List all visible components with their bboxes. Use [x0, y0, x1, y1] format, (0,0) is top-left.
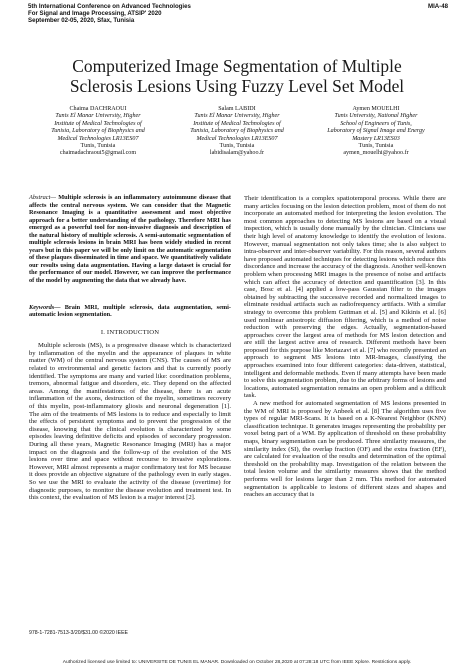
author-name: Salam LABIDI — [218, 106, 256, 112]
author-affiliation: Tunis El Manar University, Higher — [194, 113, 280, 120]
copyright-footer: 978-1-7281-7513-3/20/$31.00 ©2020 IEEE — [29, 630, 129, 636]
author-1 — [28, 106, 168, 158]
conference-line-2: For Signal and Image Processing, ATSIP' 2020 — [28, 10, 162, 18]
author-affiliation: Institute of Medical Technologies of — [54, 120, 142, 127]
abstract-text: Multiple sclerosis is an inflammatory autoimmune disease that affects the central nervous system. We can consider that the Magnetic Resonance Imaging is a quantitative assessment and most objective approach for a better understanding of the pathology. Therefore MRI has emerged as a powerful tool for non-invasive diagnosis and description of the natural history of multiple sclerosis. A semi-automatic segmentation of multiple sclerosis lesions in brain MRI has been widely studied in recent years but in this paper we will be only limit on the automatic segmentation of these plaques disseminated in time and space. We quantitatively validate our results using data augmentation. Having a large dataset is crucial for the performance of our model. However, we can improve the performance of the model by augmenting the data that we already have. — [29, 194, 231, 285]
author-city: Tunis, Tunisia — [80, 143, 116, 150]
body-paragraph: Their identification is a complex spatiotemporal process. While there are many articles focusing on the lesion detection problem, most of them do not incorporate an automated method for interpreting the lesion evolution. The most common approaches to detecting MS lesions are based on a visual inspection, which is usually done manually by the clinician. Clinicians use their high level of anatomy knowledge to identify the evolution of lesions. However, manual segmentation not only takes time; she is also subject to intra-observer and inter-observer variability. For this reason, several authors have proposed automated techniques for detecting lesions which reduce this discordance and increase the accuracy of the diagnosis. Another well-known problem when processing MRI images is the presence of noise and artifacts which can affect the accuracy of detection and quantification [3]. In this case, Bosc et al. [4] applied a low-pass Gaussian filter to the images obtained by subtracting the successive recorded and normalized images to eliminate residual artifacts such as radiofrequency artifacts. With a similar strategy to overcome this problem Guttman et al. [5] and Kikinis et al. [6] used nonlinear anisotropic diffusion filtering, which is a method of noise reduction with preserving the edges. Actually, segmentation-based approaches cover the largest area of methods for MS lesion detection and are still the largest active area of research. Different methods have been proposed for this purpose like Mortazavi et al. [7] who recently presented an approach to segment MS lesions into MR-Images, classifying the approaches examined into four different categories: data-driven, statistical, intelligent and deformable methods. Even if many attempts have been made to solve this segmentation problem, due to the arbitrary forms of lesions and locations, automated segmentation remains an open problem and a difficult task. — [244, 195, 446, 400]
conference-header — [28, 3, 328, 25]
author-email[interactable]: chaimadachraoui5@gmail.com — [59, 150, 137, 157]
title-line-1: Computerized Image Segmentation of Multiple — [72, 56, 402, 76]
section-heading-introduction: I. INTRODUCTION — [100, 328, 160, 336]
license-notice: Authorized licensed use limited to: UNIVERSITE DE TUNIS EL MANAR. Downloaded on October 28,2020 at 07:28:18 UTC from IEEE Xplore. Restrictions apply. — [62, 660, 412, 665]
author-affiliation: Mastery LR13ES03 — [352, 135, 400, 142]
author-city: Tunis, Tunisia — [358, 143, 394, 150]
author-email[interactable]: labidisalam@yahoo.fr — [209, 150, 265, 157]
author-affiliation: Medical Technologies LR13ES07 — [57, 135, 139, 142]
author-city: Tunis, Tunisia — [219, 143, 255, 150]
author-affiliation: Tunis El Manar University, Higher — [55, 113, 141, 120]
keywords — [29, 304, 231, 319]
body-paragraph: A new method for automated segmentation of MS lesions presented in the WM of MRI is proposed by Anbeek et al. [8] The algorithm uses five types of regular MRI-Scans. It is based on a K-Nearest Neighbor (KNN) classification technique. It generates images representing the probability per voxel being part of a WM. By application of threshold on these probability maps, binary segmentation can be produced. Three similarity measures, the similarity index (SI), the overlap fraction (OF) and the extra fraction (EF), are calculated for evaluation of the results and determination of the optimal threshold on the probability map. Investigation of the relation between the total lesion volume and the similarity measures shows that the method performs well for lesions larger than 2 mm. This method for automated segmentation is applicable to lesions of different sizes and shapes and reaches an accuracy that is — [244, 400, 446, 499]
paper-id: MIA-48 — [428, 3, 448, 10]
author-affiliation: School of Engineers of Tunis, — [340, 120, 412, 127]
author-affiliation: Medical Technologies LR13ES07 — [196, 135, 278, 142]
right-column — [244, 195, 446, 499]
author-affiliation: Tunis University, National Higher — [334, 113, 418, 120]
left-column — [29, 194, 231, 502]
author-3 — [306, 106, 446, 158]
conference-line-3: September 02-05, 2020, Sfax, Tunisia — [28, 17, 135, 25]
conference-line-1: 5th International Conference on Advanced Technologies — [28, 3, 191, 10]
author-affiliation: Tunisia, Laboratory of Biophysics and — [51, 128, 145, 135]
author-affiliation: Laboratory of Signal Image and Energy — [327, 128, 425, 135]
abstract-label: Abstract— — [29, 194, 56, 201]
keywords-label: Keywords— — [29, 303, 61, 311]
author-email[interactable]: aymen_mouelhi@yahoo.fr — [343, 150, 409, 157]
intro-paragraph: Multiple sclerosis (MS), is a progressive disease which is characterized by inflammation of the myelin and the appearance of plaques in white matter (WM) of the central nervous system (CNS). The causes of MS are related to environmental and genetic factors and that is currently poorly identified. The symptoms are many and varied like: coordination problems, tremors, abnormal fatigue and disorders, etc. They depend on the affected areas. Among the manifestations of the disease, there is an acute inflammation of the axons, destruction of the myelin, sometimes recovery of this myelin, post-inflammatory gliosis and neuronal degeneration [1]. The aim of the treatments of MS lesions is to reduce and especially to limit the effects of persistent symptoms and to prevent the progression of the disease, knowing that the clinical evolution is characterized by some episodes leaving definitive deficits and episodes of secondary progression. During all these years, Magnetic Resonance Imaging (MRI) has a major impact on the diagnosis and the follow-up of the evolution of the MS lesions over time and space without recourse to invasive explorations. However, MRI almost represents a major confirmatory test for MS because it does provide an objective signature of the pathology even in early stages. So we use the MRI to evaluate the activity of the disease (overtime) for diagnostic purposes, to monitor the disease evolution and treatment test. In this context, the evaluation of MS lesion is a major interest [2]. — [29, 342, 231, 502]
author-name: Aymen MOUELHI — [352, 106, 400, 112]
paper-title — [20, 56, 454, 96]
author-affiliation: Tunisia, Laboratory of Biophysics and — [190, 128, 284, 135]
author-2 — [167, 106, 307, 158]
keywords-text: Brain MRI, multiple sclerosis, data augmentation, semi-automatic lesion segmentation. — [29, 303, 232, 319]
author-name: Chaima DACHRAOUI — [69, 106, 127, 112]
abstract — [29, 194, 231, 285]
author-affiliation: Institute of Medical Technologies of — [193, 120, 281, 127]
title-line-2: Sclerosis Lesions Using Fuzzy Level Set Model — [69, 76, 405, 96]
